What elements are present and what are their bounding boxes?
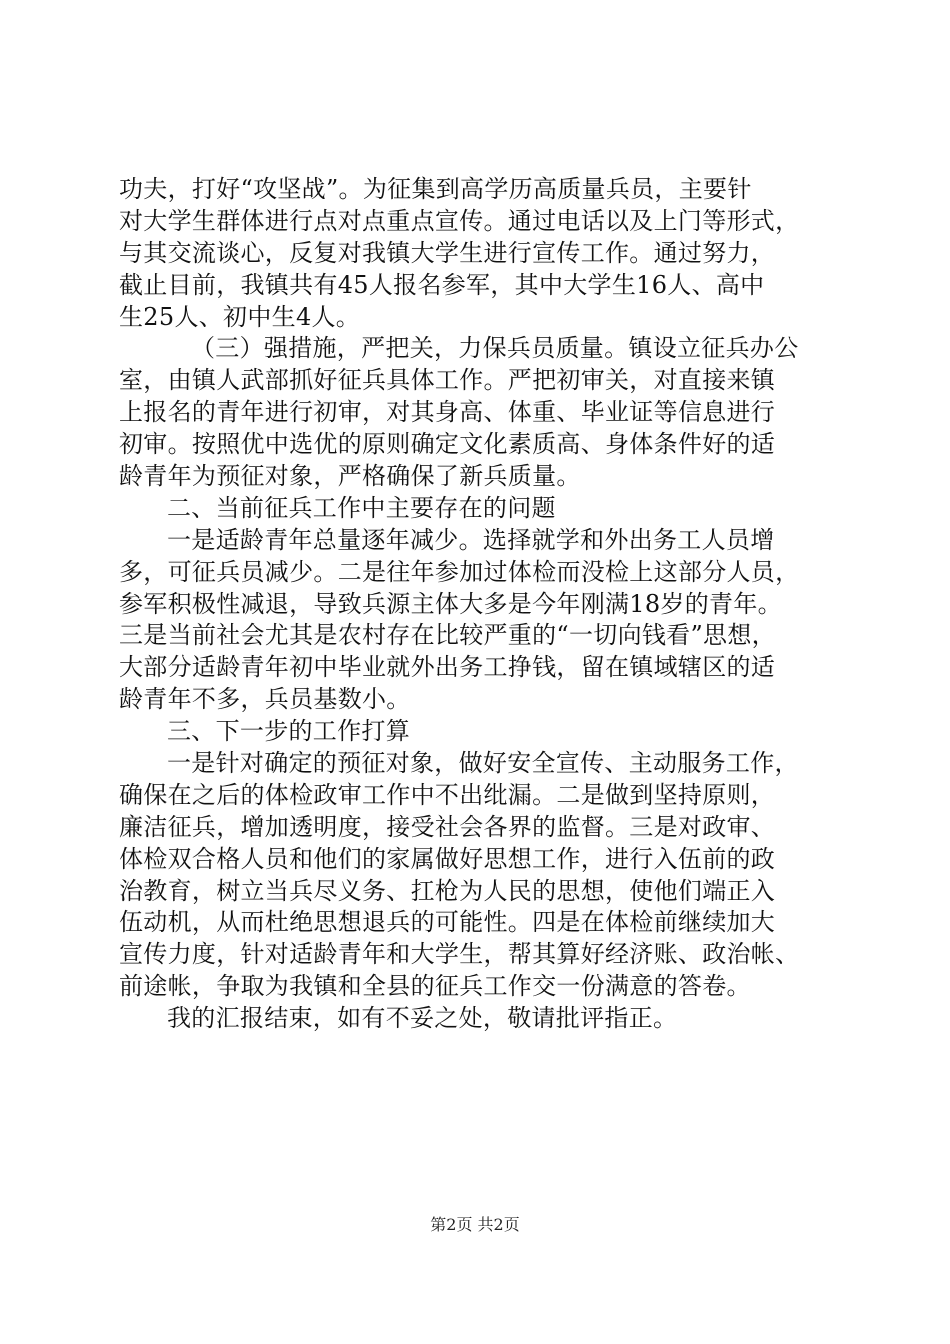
closing-line: 我的汇报结束，如有不妥之处，敬请批评指正。 — [167, 1004, 678, 1033]
text-line: 宣传力度，针对适龄青年和大学生，帮其算好经济账、政治帐、 — [119, 940, 800, 969]
text-line: 一是针对确定的预征对象，做好安全宣传、主动服务工作， — [167, 749, 799, 778]
text-line: 对大学生群体进行点对点重点宣传。通过电话以及上门等形式， — [119, 206, 800, 235]
text-line: 室，由镇人武部抓好征兵具体工作。严把初审关，对直接来镇 — [119, 366, 776, 395]
text-line: 确保在之后的体检政审工作中不出纰漏。二是做到坚持原则， — [119, 780, 776, 809]
text-line: 多，可征兵员减少。二是往年参加过体检而没检上这部分人员， — [119, 557, 800, 586]
text-line: 前途帐，争取为我镇和全县的征兵工作交一份满意的答卷。 — [119, 972, 751, 1001]
text-line: 廉洁征兵，增加透明度，接受社会各界的监督。三是对政审、 — [119, 812, 776, 841]
text-line: 治教育，树立当兵尽义务、扛枪为人民的思想，使他们端正入 — [119, 876, 776, 905]
text-line: 三是当前社会尤其是农村存在比较严重的“一切向钱看”思想， — [119, 621, 776, 650]
text-line: 功夫，打好“攻坚战”。为征集到高学历高质量兵员，主要针 — [119, 175, 752, 203]
text-line: 体检双合格人员和他们的家属做好思想工作，进行入伍前的政 — [119, 844, 776, 873]
text-line: 伍动机，从而杜绝思想退兵的可能性。四是在体检前继续加大 — [119, 908, 776, 937]
text-line: 上报名的青年进行初审，对其身高、体重、毕业证等信息进行 — [119, 398, 776, 427]
section-heading-next-steps: 三、下一步的工作打算 — [167, 717, 410, 746]
text-line: 初审。按照优中选优的原则确定文化素质高、身体条件好的适 — [119, 430, 776, 459]
document-body — [119, 174, 834, 1035]
text-line: 生25人、初中生4人。 — [119, 302, 361, 331]
text-line: 龄青年为预征对象，严格确保了新兵质量。 — [119, 462, 581, 491]
text-line: 截止目前，我镇共有45人报名参军，其中大学生16人、高中 — [119, 270, 765, 299]
text-line: 参军积极性减退，导致兵源主体大多是今年刚满18岁的青年。 — [119, 589, 782, 618]
page-number-footer: 第2页 共2页 — [430, 1215, 520, 1234]
text-line: 一是适龄青年总量逐年减少。选择就学和外出务工人员增 — [167, 525, 775, 554]
section-heading-problems: 二、当前征兵工作中主要存在的问题 — [167, 493, 556, 522]
text-line: 与其交流谈心，反复对我镇大学生进行宣传工作。通过努力， — [119, 238, 776, 267]
section-heading-three: （三）强措施，严把关，力保兵员质量。镇设立征兵办公 — [191, 334, 799, 363]
text-line: 龄青年不多，兵员基数小。 — [119, 685, 411, 714]
text-line: 大部分适龄青年初中毕业就外出务工挣钱，留在镇域辖区的适 — [119, 653, 776, 682]
